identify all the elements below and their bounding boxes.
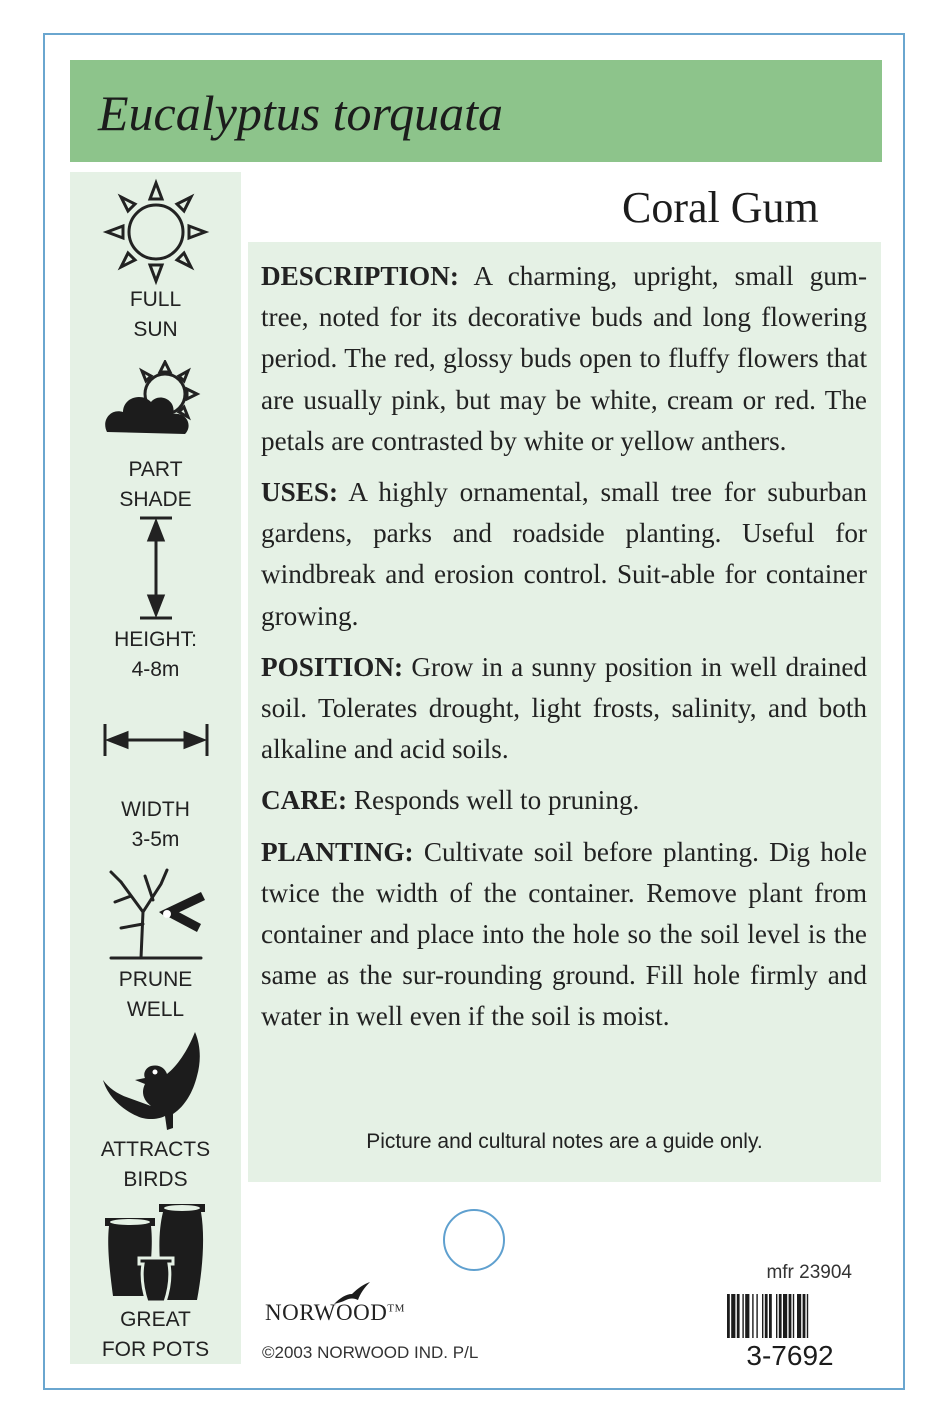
barcode-bar — [752, 1294, 753, 1338]
care-section: CARE: Responds well to pruning. — [261, 785, 640, 816]
description-panel — [248, 242, 881, 1182]
planting-section: PLANTING: Cultivate soil before planting. Dig hole twice the width of the container. Remove plant from container and place into the hole so the soil level is the same as the sur-rounding ground. Fill hole firmly and water in well even if the soil is moist. — [261, 836, 867, 1032]
great-for-pots-label: GREAT FOR POTS — [101, 1308, 210, 1361]
width-arrow-icon — [70, 720, 241, 760]
barcode-bar — [789, 1294, 792, 1338]
mfr-number: mfr 23904 — [766, 1262, 852, 1283]
barcode-bar — [779, 1294, 782, 1338]
common-name: Coral Gum — [622, 183, 819, 232]
barcode-bar — [756, 1294, 757, 1338]
barcode-bar — [797, 1294, 801, 1338]
norwood-brand: NORWOOD™ — [265, 1300, 405, 1325]
barcode — [727, 1294, 851, 1338]
position-section: POSITION: Grow in a sunny position in well drained soil. Tolerates drought, light frosts, salinity, and both alkaline and acid soils. — [261, 651, 868, 765]
part-shade-label: PART SHADE — [119, 458, 192, 511]
part-shade-icon — [70, 360, 241, 444]
barcode-bar — [803, 1294, 806, 1338]
pots-icon — [70, 1196, 241, 1306]
product-code: 3-7692 — [746, 1340, 834, 1371]
uses-section: USES: A highly ornamental, small tree for suburban gardens, parks and roadside planting. Useful for windbreak and erosion control. Suit-able for container growing. — [261, 477, 868, 631]
barcode-bar — [783, 1294, 787, 1338]
prune-icon — [70, 862, 241, 962]
barcode-bar — [793, 1294, 794, 1338]
barcode-bar — [727, 1294, 730, 1338]
width-label: WIDTH 3-5m — [121, 798, 190, 851]
description-section: DESCRIPTION: A charming, upright, small gum-tree, noted for its decorative buds and long flowering period. The red, glossy buds open to fluffy flowers that are usually pink, but may be white, cream or red. The petals are contrasted by white or yellow anthers. — [261, 261, 867, 456]
attracts-birds-label: ATTRACTS BIRDS — [100, 1138, 211, 1191]
guide-note: Picture and cultural notes are a guide only. — [366, 1130, 763, 1153]
barcode-bar — [731, 1294, 735, 1338]
sun-icon — [70, 177, 241, 287]
barcode-bar — [769, 1294, 772, 1338]
botanical-name: Eucalyptus torquata — [98, 85, 504, 141]
hang-hole-circle — [443, 1209, 505, 1271]
care-sidebar — [70, 172, 241, 1364]
bird-icon — [70, 1028, 241, 1134]
title-banner — [70, 60, 882, 162]
full-sun-label: FULL SUN — [129, 288, 182, 341]
height-label: HEIGHT: 4-8m — [114, 628, 197, 681]
barcode-bar — [742, 1294, 743, 1338]
height-arrow-icon — [70, 514, 241, 622]
copyright-text: ©2003 NORWOOD IND. P/L — [262, 1343, 479, 1362]
barcode-bar — [762, 1294, 763, 1338]
barcode-bar — [807, 1294, 808, 1338]
prune-label: PRUNE WELL — [118, 968, 193, 1021]
barcode-bar — [737, 1294, 740, 1338]
barcode-bar — [765, 1294, 768, 1338]
barcode-bar — [745, 1294, 749, 1338]
barcode-bar — [776, 1294, 777, 1338]
